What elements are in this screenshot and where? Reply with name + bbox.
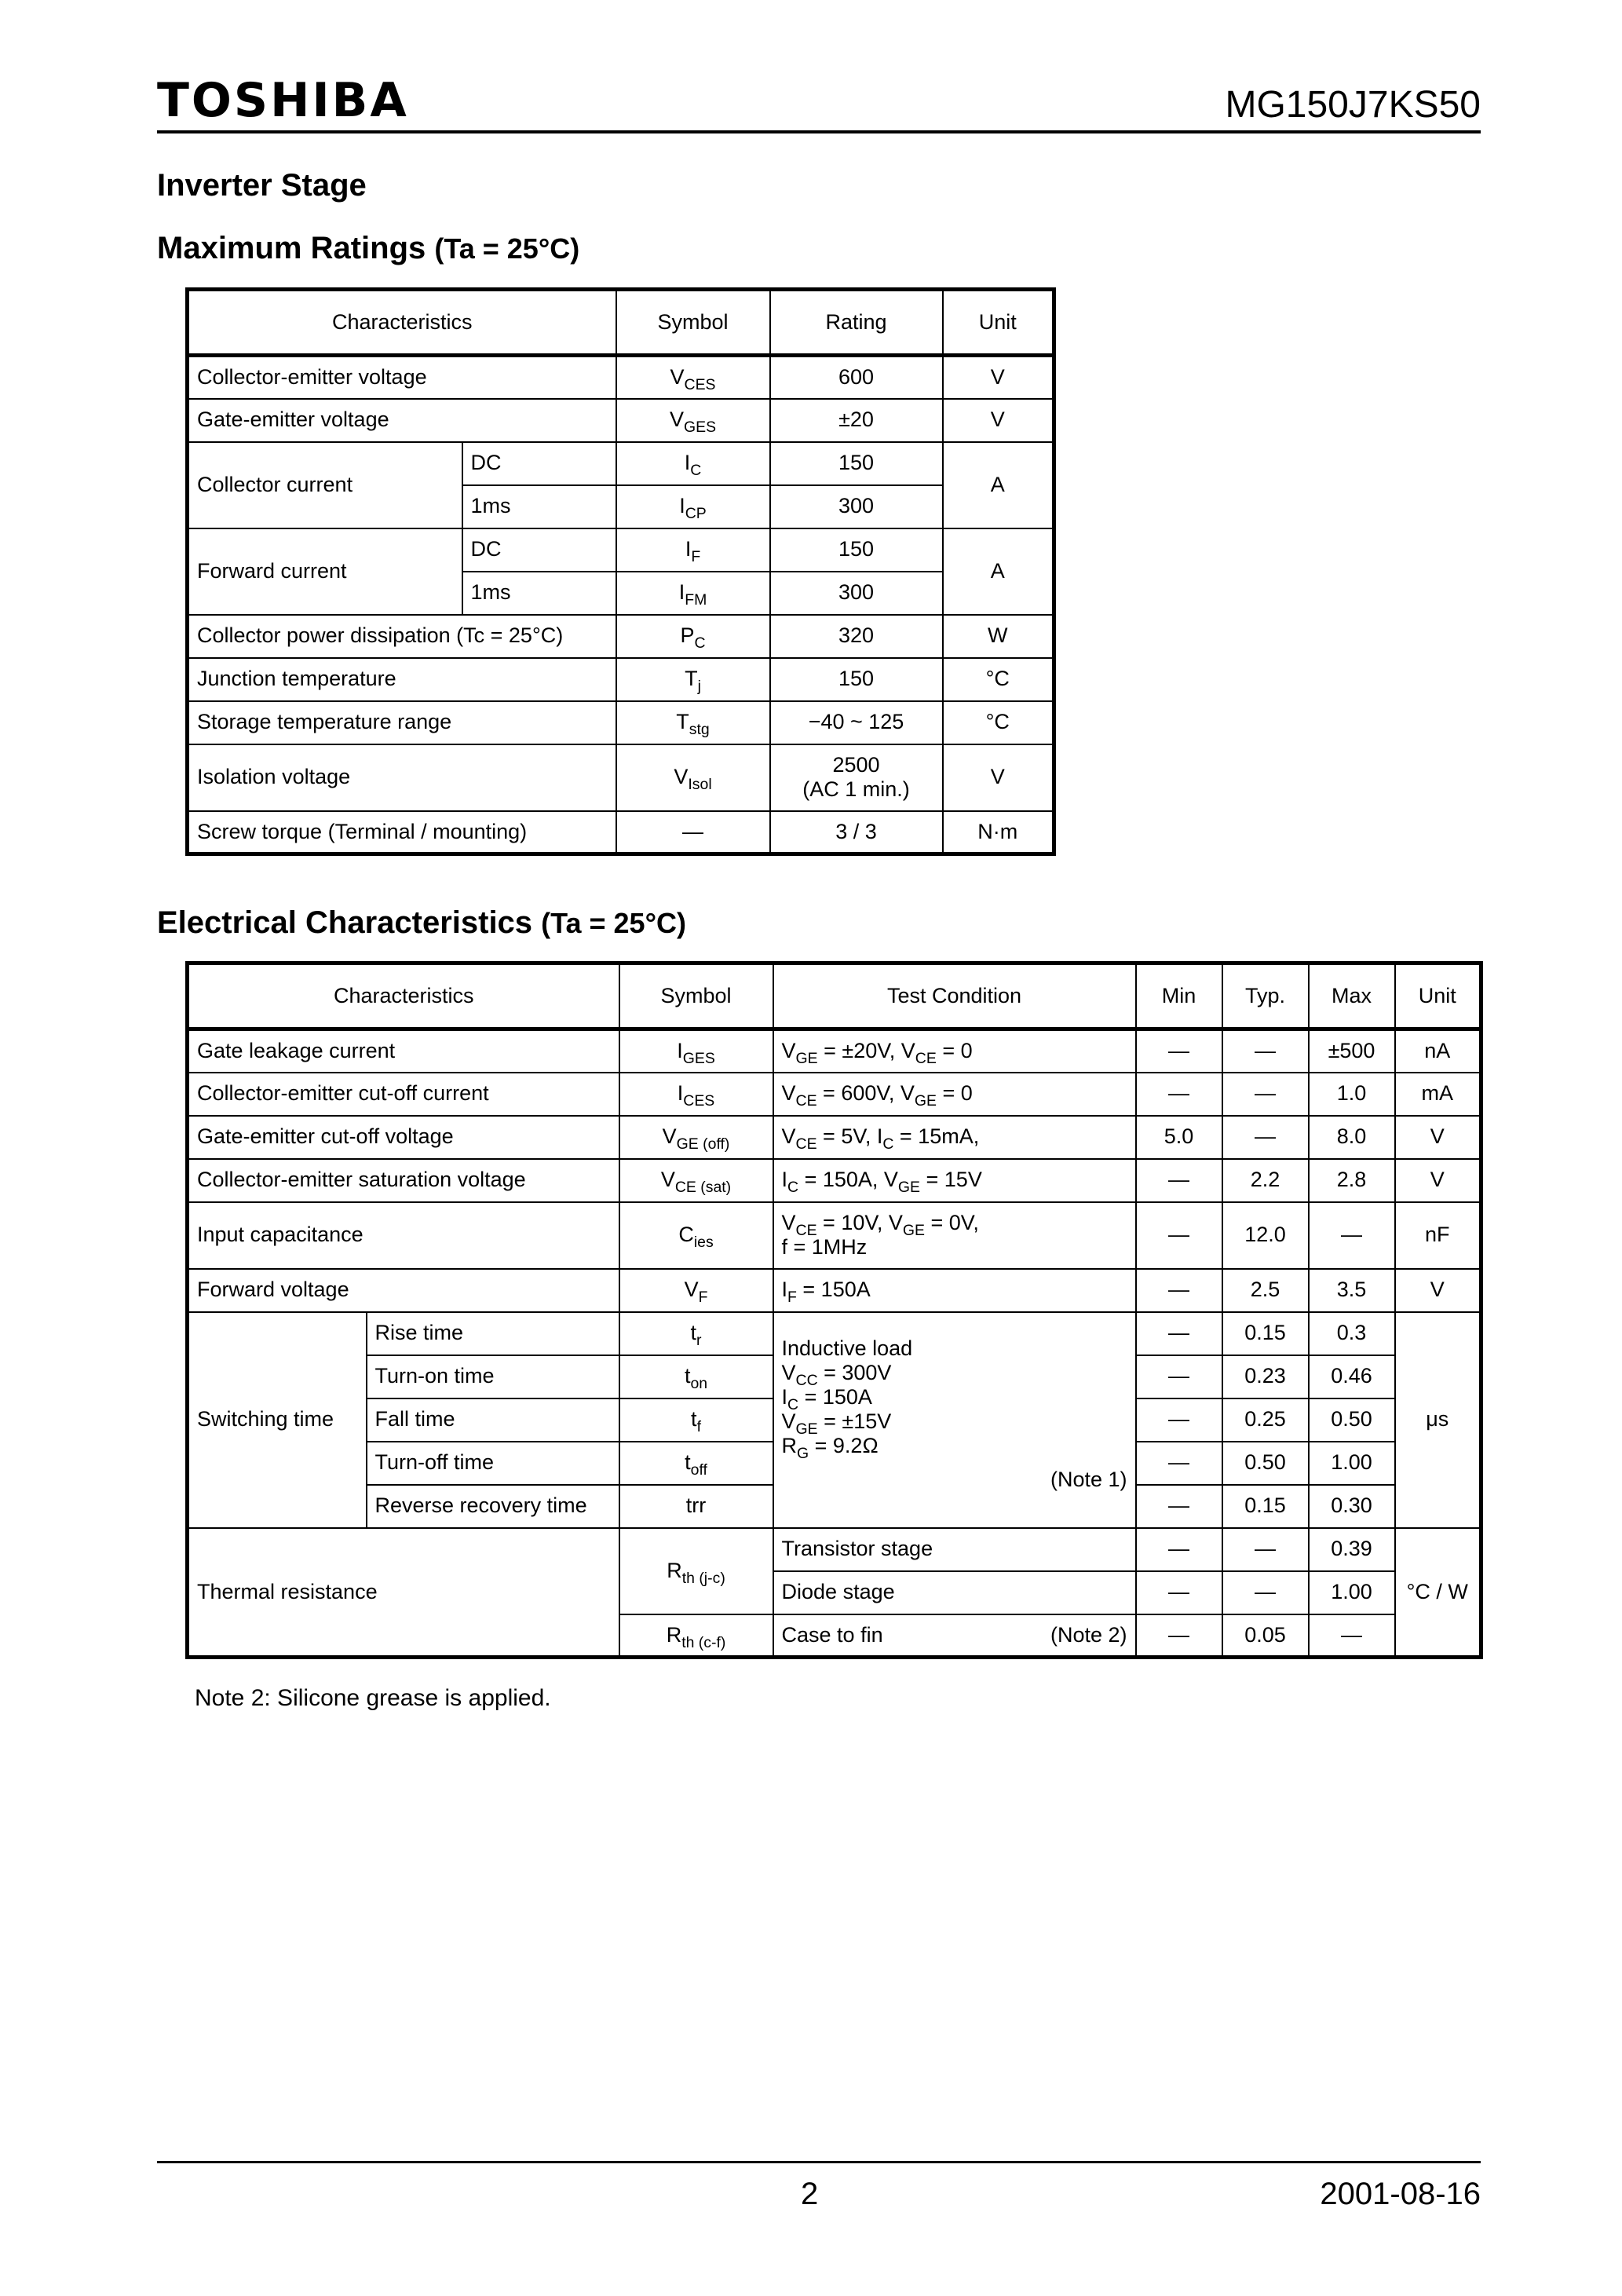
- cell-min: —: [1136, 1614, 1222, 1658]
- cell-symbol: $V_{GE (off)}$: [619, 1116, 773, 1159]
- table-row: [188, 1528, 1481, 1571]
- max-ratings-condition: (Ta = 25°C): [434, 232, 580, 265]
- cell-symbol: $C_{ies}$: [619, 1202, 773, 1269]
- cell-subcharacteristic: Fall time: [367, 1398, 619, 1442]
- part-number: MG150J7KS50: [1225, 84, 1481, 126]
- cell-symbol: $V_F$: [619, 1269, 773, 1312]
- cell-symbol: $V_{GES}$: [616, 399, 770, 442]
- max-ratings-heading: [157, 232, 579, 264]
- cell-rating: 300: [770, 485, 943, 528]
- cell-min: —: [1136, 1029, 1222, 1073]
- cell-symbol: $t_{off}$: [619, 1442, 773, 1485]
- cell-subcharacteristic: Turn-off time: [367, 1442, 619, 1485]
- cell-characteristic: Junction temperature: [188, 658, 616, 701]
- cell-characteristic: Collector-emitter voltage: [188, 356, 616, 399]
- section-title: Inverter Stage: [157, 168, 367, 203]
- cell-test-condition: Diode stage: [773, 1571, 1136, 1614]
- cell-subcondition: 1ms: [462, 485, 616, 528]
- cell-typ: —: [1222, 1116, 1309, 1159]
- electrical-characteristics-heading: [157, 907, 686, 938]
- cell-symbol: $I_{GES}$: [619, 1029, 773, 1073]
- cell-symbol: $I_{CP}$: [616, 485, 770, 528]
- cell-rating: 320: [770, 615, 943, 658]
- cell-max: 0.50: [1309, 1398, 1395, 1442]
- condition-line: $V_{CE} = 10V$, $V_{GE} = 0V$,: [781, 1210, 979, 1239]
- cell-characteristic: Screw torque (Terminal / mounting): [188, 811, 616, 854]
- cell-characteristic: Thermal resistance: [188, 1528, 619, 1658]
- cell-typ: 12.0: [1222, 1202, 1309, 1269]
- cell-symbol: $I_{CES}$: [619, 1073, 773, 1116]
- cell-unit: °C / W: [1395, 1528, 1481, 1658]
- cell-unit: N·m: [943, 811, 1054, 854]
- col-characteristics: Characteristics: [188, 290, 616, 356]
- cell-max: 1.0: [1309, 1073, 1395, 1116]
- cell-characteristic: Forward current: [188, 528, 462, 615]
- cell-test-condition: $V_{CE} = 5V$, $I_C = 15mA$,: [773, 1116, 1136, 1159]
- rating-line: (AC 1 min.): [802, 777, 910, 801]
- cell-unit: mA: [1395, 1073, 1481, 1116]
- cell-min: —: [1136, 1442, 1222, 1485]
- cell-symbol: $T_{stg}$: [616, 701, 770, 744]
- cell-test-condition: [773, 1202, 1136, 1269]
- cell-symbol: $I_C$: [616, 442, 770, 485]
- cell-min: —: [1136, 1159, 1222, 1202]
- cell-typ: 2.2: [1222, 1159, 1309, 1202]
- cell-unit: V: [1395, 1159, 1481, 1202]
- cell-characteristic: Gate leakage current: [188, 1029, 619, 1073]
- condition-line: f = 1MHz: [781, 1235, 868, 1259]
- footer-rule: [157, 2161, 1481, 2163]
- cell-min: —: [1136, 1312, 1222, 1355]
- cell-characteristic: Isolation voltage: [188, 744, 616, 811]
- cell-test-condition: [773, 1614, 1136, 1658]
- table-row: [188, 356, 1054, 399]
- cell-unit: nF: [1395, 1202, 1481, 1269]
- cell-test-condition: $I_F = 150A$: [773, 1269, 1136, 1312]
- cell-rating: 150: [770, 658, 943, 701]
- cell-unit: V: [1395, 1116, 1481, 1159]
- cell-max: 0.3: [1309, 1312, 1395, 1355]
- condition-line: $R_G = 9.2\Omega$: [781, 1433, 879, 1462]
- col-test-condition: Test Condition: [773, 963, 1136, 1029]
- table-row: [188, 701, 1054, 744]
- note-ref: (Note 1): [1050, 1467, 1127, 1491]
- table-row: [188, 744, 1054, 811]
- cell-unit: W: [943, 615, 1054, 658]
- cell-unit: V: [1395, 1269, 1481, 1312]
- cell-symbol: trr: [619, 1485, 773, 1528]
- cell-symbol: $P_C$: [616, 615, 770, 658]
- cell-rating: [770, 744, 943, 811]
- cell-rating: −40 ~ 125: [770, 701, 943, 744]
- cell-max: 0.39: [1309, 1528, 1395, 1571]
- cell-max: 1.00: [1309, 1442, 1395, 1485]
- cell-min: —: [1136, 1398, 1222, 1442]
- cell-typ: 0.25: [1222, 1398, 1309, 1442]
- cell-characteristic: Collector-emitter cut-off current: [188, 1073, 619, 1116]
- cell-symbol: —: [616, 811, 770, 854]
- cell-unit: V: [943, 399, 1054, 442]
- cell-unit: A: [943, 442, 1054, 528]
- elec-condition: (Ta = 25°C): [541, 907, 686, 939]
- cell-symbol: $T_j$: [616, 658, 770, 701]
- cell-unit: nA: [1395, 1029, 1481, 1073]
- cell-symbol: $R_{th (j-c)}$: [619, 1528, 773, 1614]
- cell-symbol: $V_{CE (sat)}$: [619, 1159, 773, 1202]
- table-row: [188, 1202, 1481, 1269]
- condition-text: Case to fin: [781, 1622, 883, 1647]
- cell-subcharacteristic: Turn-on time: [367, 1355, 619, 1398]
- cell-test-condition: [773, 1312, 1136, 1528]
- cell-min: —: [1136, 1202, 1222, 1269]
- cell-rating: 3 / 3: [770, 811, 943, 854]
- cell-symbol: $R_{th (c-f)}$: [619, 1614, 773, 1658]
- max-ratings-table: [185, 287, 1056, 856]
- cell-symbol: $I_{FM}$: [616, 572, 770, 615]
- cell-max: 8.0: [1309, 1116, 1395, 1159]
- col-typ: Typ.: [1222, 963, 1309, 1029]
- header-rule: [157, 130, 1481, 133]
- elec-title: Electrical Characteristics: [157, 905, 533, 940]
- cell-symbol: $V_{Isol}$: [616, 744, 770, 811]
- cell-typ: —: [1222, 1073, 1309, 1116]
- cell-unit: μs: [1395, 1312, 1481, 1528]
- condition-line: Inductive load: [781, 1336, 913, 1360]
- cell-subcharacteristic: Reverse recovery time: [367, 1485, 619, 1528]
- col-rating: Rating: [770, 290, 943, 356]
- cell-typ: 0.23: [1222, 1355, 1309, 1398]
- cell-rating: ±20: [770, 399, 943, 442]
- cell-symbol: $V_{CES}$: [616, 356, 770, 399]
- cell-typ: 0.05: [1222, 1614, 1309, 1658]
- table-row: [188, 528, 1054, 572]
- cell-rating: 150: [770, 442, 943, 485]
- cell-rating: 300: [770, 572, 943, 615]
- condition-line: $V_{CC} = 300V$: [781, 1360, 892, 1389]
- cell-test-condition: $I_C = 150A$, $V_{GE} = 15V$: [773, 1159, 1136, 1202]
- cell-typ: 2.5: [1222, 1269, 1309, 1312]
- cell-max: 2.8: [1309, 1159, 1395, 1202]
- col-max: Max: [1309, 963, 1395, 1029]
- col-characteristics: Characteristics: [188, 963, 619, 1029]
- cell-rating: 600: [770, 356, 943, 399]
- cell-min: —: [1136, 1485, 1222, 1528]
- condition-line: $I_C = 150A$: [781, 1384, 872, 1413]
- cell-characteristic: Storage temperature range: [188, 701, 616, 744]
- cell-symbol: $t_f$: [619, 1398, 773, 1442]
- cell-symbol: $I_F$: [616, 528, 770, 572]
- cell-typ: 0.50: [1222, 1442, 1309, 1485]
- cell-unit: V: [943, 744, 1054, 811]
- cell-unit: °C: [943, 701, 1054, 744]
- table-row: [188, 1159, 1481, 1202]
- cell-min: —: [1136, 1571, 1222, 1614]
- cell-characteristic: Input capacitance: [188, 1202, 619, 1269]
- cell-typ: —: [1222, 1571, 1309, 1614]
- cell-characteristic: Switching time: [188, 1312, 367, 1528]
- cell-max: 0.30: [1309, 1485, 1395, 1528]
- toshiba-logo: TOSHIBA: [157, 73, 409, 128]
- table-row: [188, 811, 1054, 854]
- cell-max: 3.5: [1309, 1269, 1395, 1312]
- cell-typ: 0.15: [1222, 1485, 1309, 1528]
- cell-test-condition: $V_{CE} = 600V$, $V_{GE} = 0$: [773, 1073, 1136, 1116]
- cell-characteristic: Gate-emitter voltage: [188, 399, 616, 442]
- cell-subcondition: 1ms: [462, 572, 616, 615]
- electrical-characteristics-table: [185, 961, 1483, 1659]
- table-row: [188, 658, 1054, 701]
- cell-test-condition: Transistor stage: [773, 1528, 1136, 1571]
- col-unit: Unit: [943, 290, 1054, 356]
- cell-test-condition: $V_{GE} = \pm 20V$, $V_{CE} = 0$: [773, 1029, 1136, 1073]
- note-2: Note 2: Silicone grease is applied.: [195, 1685, 551, 1711]
- cell-typ: —: [1222, 1528, 1309, 1571]
- table-row: [188, 1116, 1481, 1159]
- cell-typ: —: [1222, 1029, 1309, 1073]
- table-row: [188, 1269, 1481, 1312]
- cell-unit: V: [943, 356, 1054, 399]
- col-min: Min: [1136, 963, 1222, 1029]
- col-unit: Unit: [1395, 963, 1481, 1029]
- cell-characteristic: Collector-emitter saturation voltage: [188, 1159, 619, 1202]
- table-row: [188, 1312, 1481, 1355]
- cell-min: —: [1136, 1355, 1222, 1398]
- cell-symbol: $t_r$: [619, 1312, 773, 1355]
- page-number: 2: [801, 2177, 819, 2211]
- cell-subcondition: DC: [462, 442, 616, 485]
- cell-typ: 0.15: [1222, 1312, 1309, 1355]
- cell-max: —: [1309, 1202, 1395, 1269]
- cell-symbol: $t_{on}$: [619, 1355, 773, 1398]
- cell-unit: A: [943, 528, 1054, 615]
- table-header-row: [188, 963, 1481, 1029]
- condition-line: $V_{GE} = \pm 15V$: [781, 1409, 892, 1438]
- note-ref: (Note 2): [1050, 1622, 1127, 1647]
- cell-characteristic: Gate-emitter cut-off voltage: [188, 1116, 619, 1159]
- cell-max: 0.46: [1309, 1355, 1395, 1398]
- cell-min: 5.0: [1136, 1116, 1222, 1159]
- cell-subcondition: DC: [462, 528, 616, 572]
- cell-rating: 150: [770, 528, 943, 572]
- cell-min: —: [1136, 1073, 1222, 1116]
- rating-line: 2500: [832, 752, 880, 777]
- table-row: [188, 1029, 1481, 1073]
- cell-characteristic: Collector current: [188, 442, 462, 528]
- table-row: [188, 1073, 1481, 1116]
- cell-max: 1.00: [1309, 1571, 1395, 1614]
- page-date: 2001-08-16: [1320, 2177, 1481, 2211]
- max-ratings-title: Maximum Ratings: [157, 231, 426, 265]
- cell-max: ±500: [1309, 1029, 1395, 1073]
- col-symbol: Symbol: [616, 290, 770, 356]
- table-header-row: [188, 290, 1054, 356]
- cell-min: —: [1136, 1269, 1222, 1312]
- cell-unit: °C: [943, 658, 1054, 701]
- col-symbol: Symbol: [619, 963, 773, 1029]
- cell-min: —: [1136, 1528, 1222, 1571]
- cell-characteristic: Collector power dissipation (Tc = 25°C): [188, 615, 616, 658]
- table-row: [188, 615, 1054, 658]
- table-row: [188, 399, 1054, 442]
- cell-characteristic: Forward voltage: [188, 1269, 619, 1312]
- table-row: [188, 442, 1054, 485]
- cell-subcharacteristic: Rise time: [367, 1312, 619, 1355]
- cell-max: —: [1309, 1614, 1395, 1658]
